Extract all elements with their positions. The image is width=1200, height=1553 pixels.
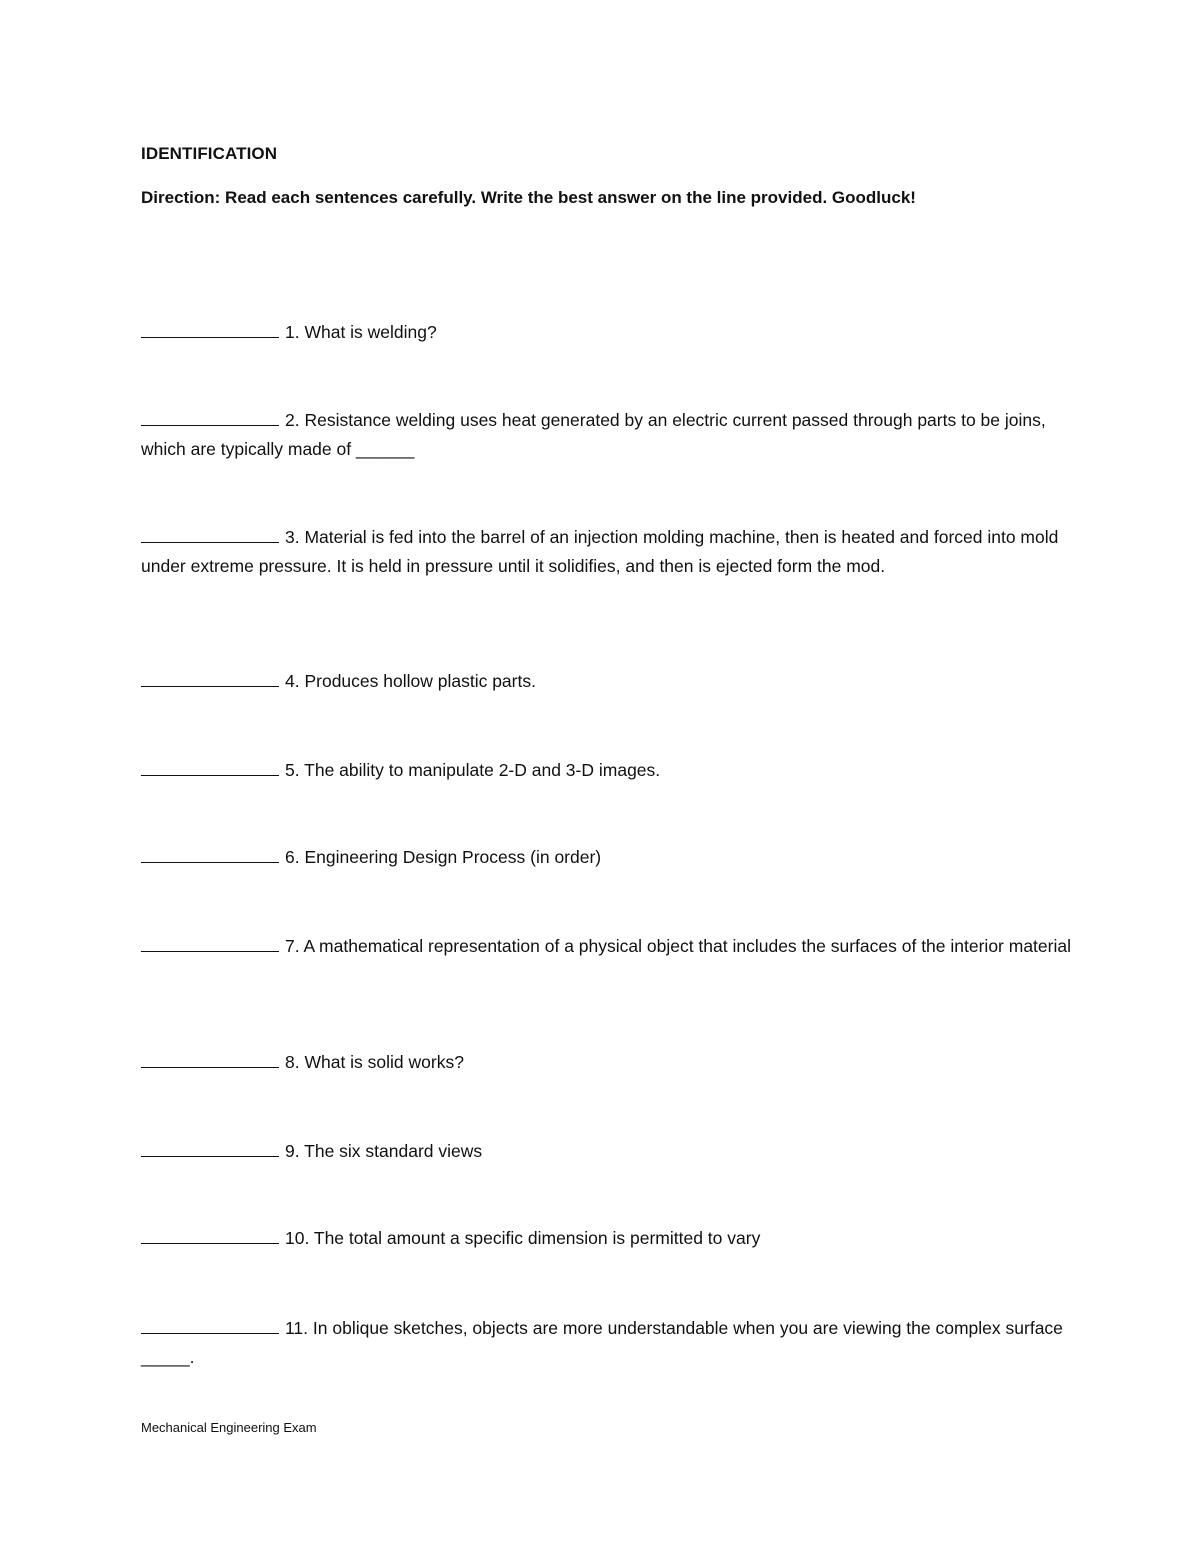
question-text: 2. Resistance welding uses heat generated by an electric current passed through parts to be joins, which are typically made of ______ [141, 410, 1046, 459]
answer-line[interactable] [141, 524, 279, 543]
question-item [141, 1314, 1076, 1371]
directions-text: Direction: Read each sentences carefully. Write the best answer on the line provided. Goodluck! [141, 188, 916, 207]
answer-line[interactable] [141, 757, 279, 776]
page-footer: Mechanical Engineering Exam [141, 1420, 317, 1435]
answer-line[interactable] [141, 1138, 279, 1157]
question-text: 3. Material is fed into the barrel of an injection molding machine, then is heated and forced into mold under extreme pressure. It is held in pressure until it solidifies, and then is ejected form the mod. [141, 527, 1059, 576]
answer-line[interactable] [141, 1049, 279, 1068]
question-item [141, 932, 1076, 961]
question-text: 9. The six standard views [285, 1141, 483, 1161]
question-text: 7. A mathematical representation of a physical object that includes the surfaces of the interior material [285, 936, 1071, 956]
question-item [141, 1137, 1076, 1166]
question-item [141, 318, 1076, 347]
question-text: 10. The total amount a specific dimension is permitted to vary [285, 1228, 761, 1248]
answer-line[interactable] [141, 844, 279, 863]
question-text: 8. What is solid works? [285, 1052, 464, 1072]
answer-line[interactable] [141, 407, 279, 426]
question-item [141, 843, 1076, 872]
answer-line[interactable] [141, 1225, 279, 1244]
question-text: 4. Produces hollow plastic parts. [285, 671, 536, 691]
answer-line[interactable] [141, 1315, 279, 1334]
question-item [141, 1224, 1076, 1253]
question-item [141, 1048, 1076, 1077]
question-item [141, 523, 1076, 580]
question-text: 5. The ability to manipulate 2-D and 3-D images. [285, 760, 661, 780]
answer-line[interactable] [141, 933, 279, 952]
question-item [141, 406, 1076, 463]
question-text: 6. Engineering Design Process (in order) [285, 847, 602, 867]
answer-line[interactable] [141, 668, 279, 687]
answer-line[interactable] [141, 319, 279, 338]
question-text: 1. What is welding? [285, 322, 437, 342]
question-text: 11. In oblique sketches, objects are more understandable when you are viewing the complex surface _____. [141, 1318, 1063, 1367]
page-heading: IDENTIFICATION [141, 144, 278, 163]
question-item [141, 667, 1076, 696]
question-item [141, 756, 1076, 785]
